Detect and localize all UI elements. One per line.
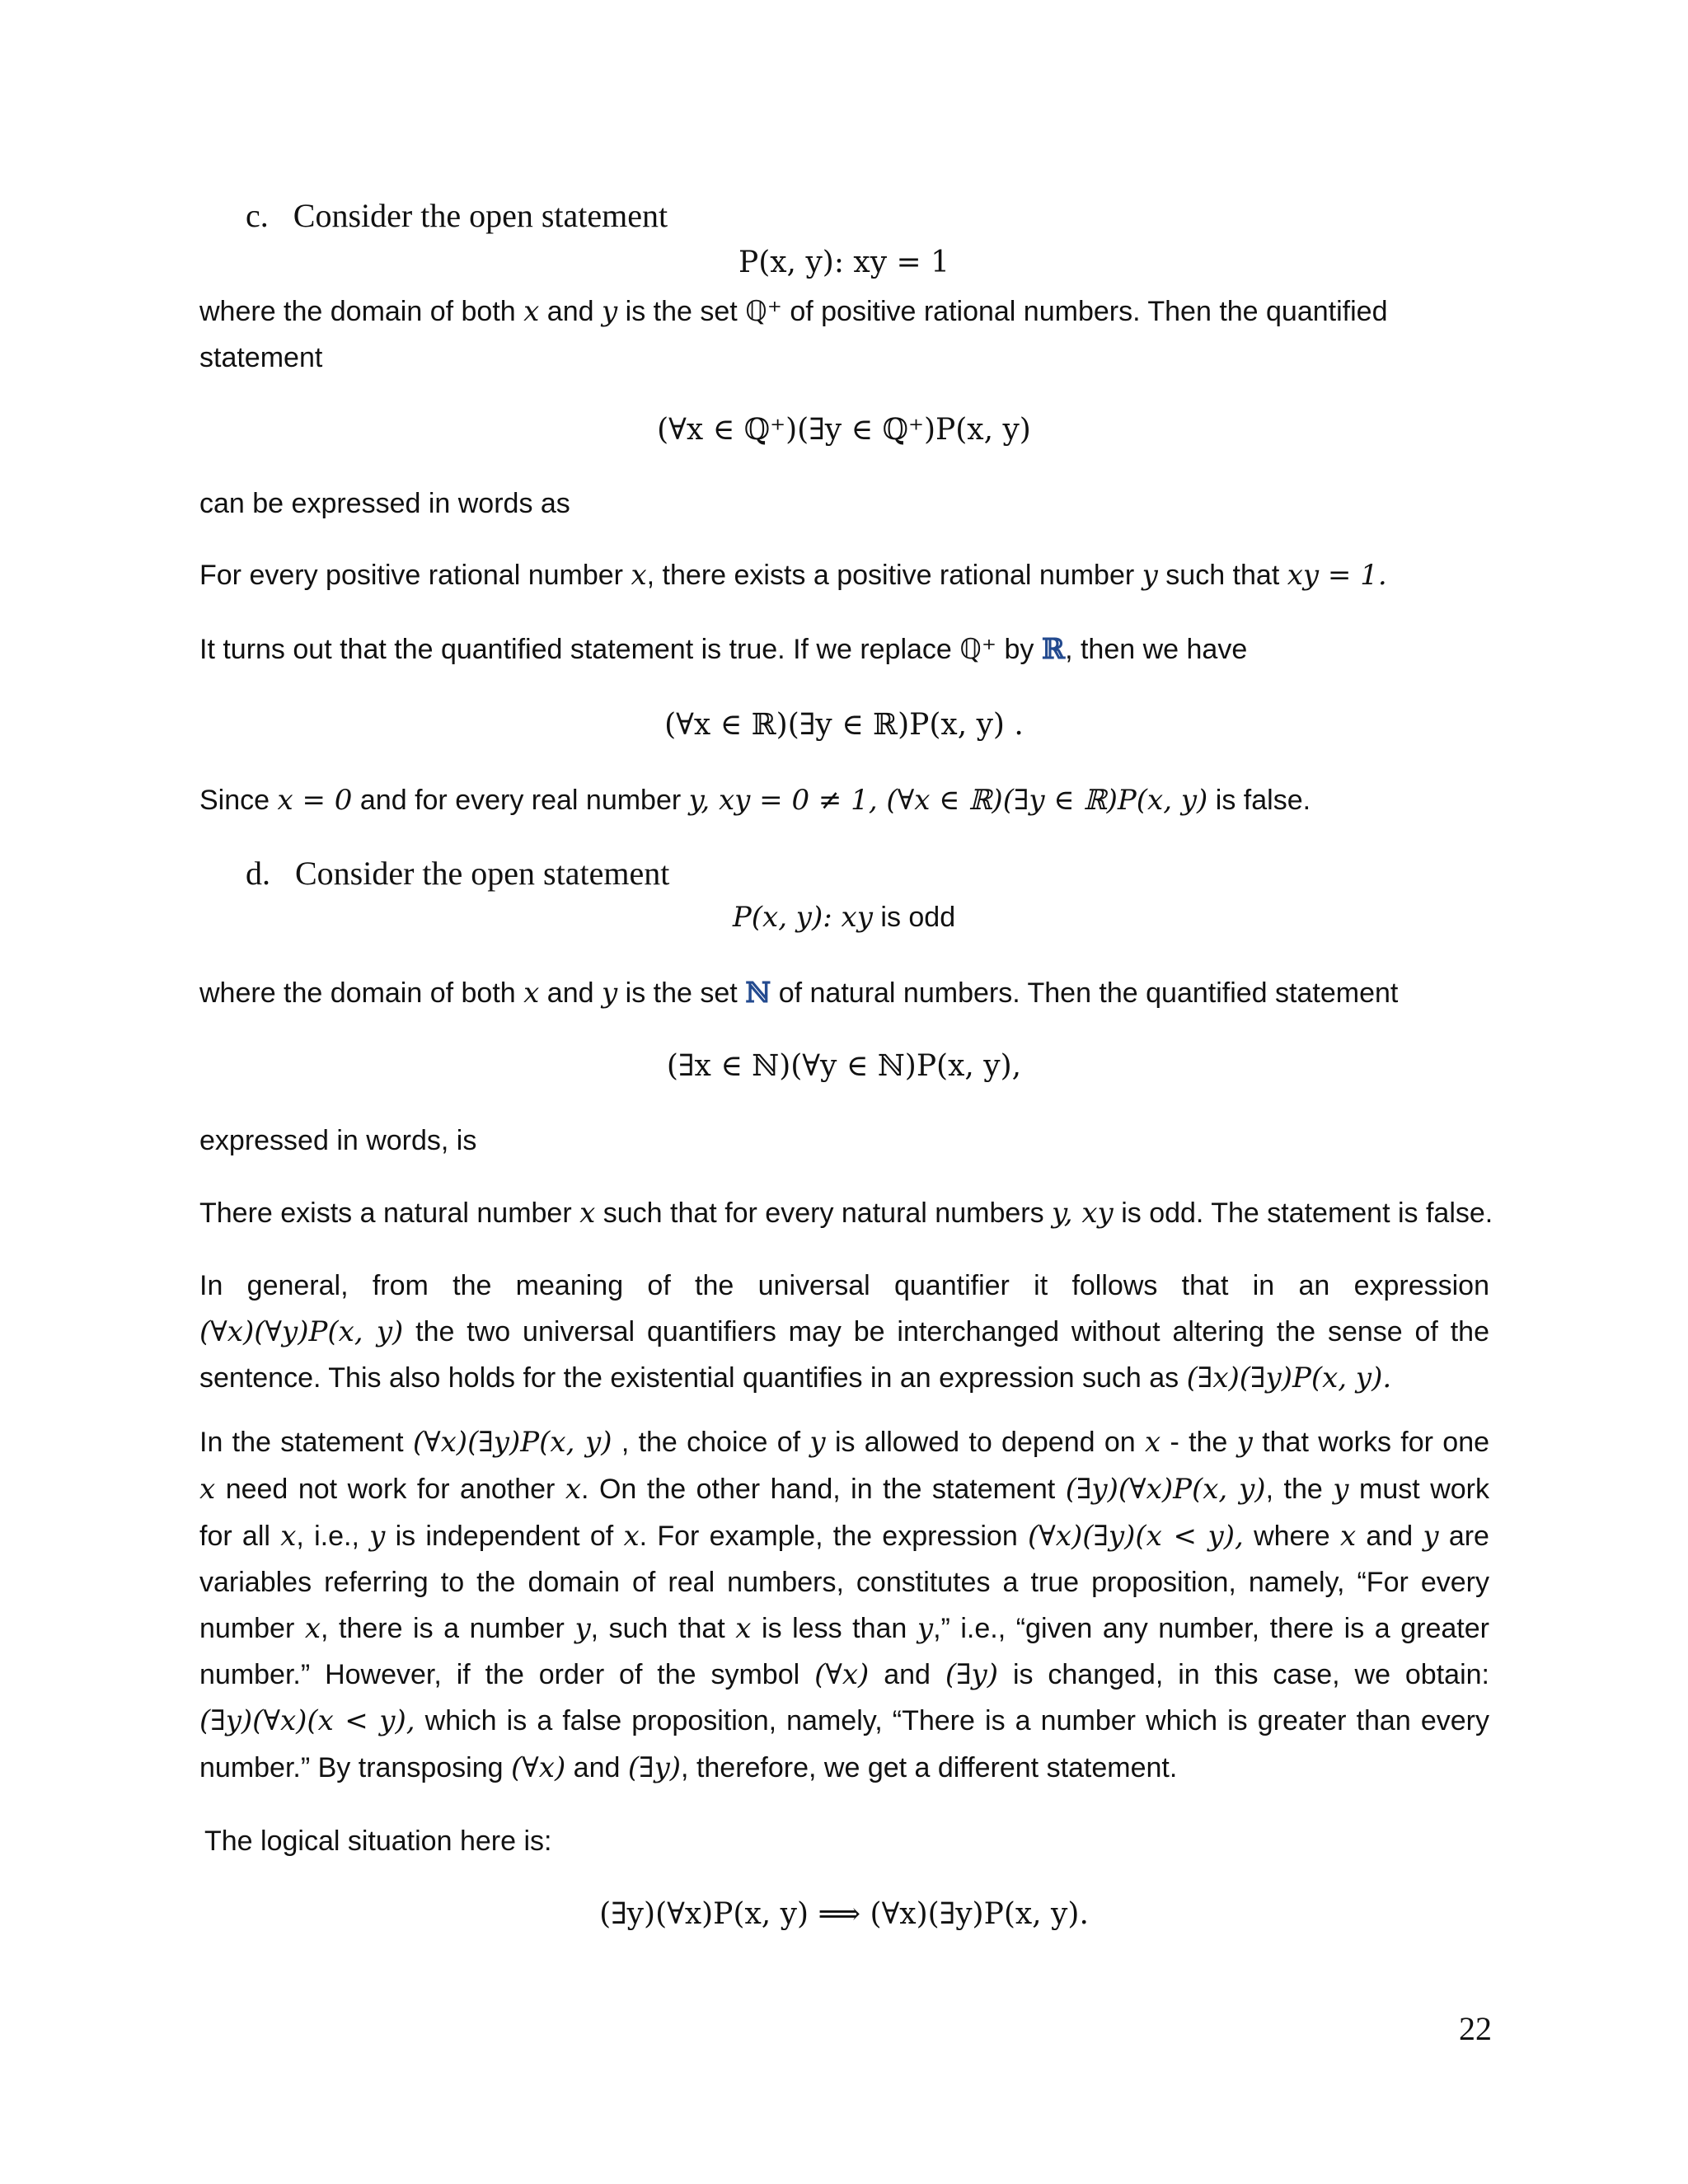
item-c-heading-text: Consider the open statement <box>293 197 668 234</box>
logical-formula: (∃y)(∀x)P(x, y) ⟹ (∀x)(∃y)P(x, y). <box>599 1897 1089 1931</box>
item-c-words-intro: can be expressed in words as <box>199 488 570 519</box>
item-c-quantified: (∀x ∈ ℚ⁺)(∃y ∈ ℚ⁺)P(x, y) <box>657 413 1031 447</box>
general-line-2: (∀x)(∀y)P(x, y) the two universal quantifiers may be interchanged without altering the sense of the <box>199 1315 1489 1348</box>
statement-line-4: variables referring to the domain of real numbers, constitutes a true proposition, namely, “For every <box>199 1567 1489 1598</box>
statement-line-8: number.” By transposing (∀x) and (∃y), therefore, we get a different statement. <box>199 1751 1178 1784</box>
statement-line-6: number.” However, if the order of the symbol (∀x) and (∃y) is changed, in this case, we obtain: <box>199 1658 1489 1691</box>
item-d-domain: where the domain of both x and y is the set ℕ of natural numbers. Then the quantified statement <box>199 977 1399 1010</box>
item-d-label: d. <box>246 855 270 892</box>
natural-numbers-symbol: ℕ <box>745 977 771 1010</box>
item-c-statement-word: statement <box>199 342 323 373</box>
statement-line-2: x need not work for another x. On the other hand, in the statement (∃y)(∀x)P(x, y), the y must work <box>199 1473 1489 1506</box>
item-d-quantified: (∃x ∈ ℕ)(∀y ∈ ℕ)P(x, y), <box>666 1049 1022 1083</box>
item-c-real-formula: (∀x ∈ ℝ)(∃y ∈ ℝ)P(x, y) . <box>664 708 1024 742</box>
item-d-words-intro: expressed in words, is <box>199 1125 477 1156</box>
real-numbers-symbol: ℝ <box>1041 633 1066 666</box>
statement-line-7: (∃y)(∀x)(x < y), which is a false proposition, namely, “There is a number which is greater than every <box>199 1704 1489 1737</box>
general-line-1: In general, from the meaning of the universal quantifier it follows that in an expression <box>199 1270 1489 1301</box>
item-c-words: For every positive rational number x, there exists a positive rational number y such that xy = 1. <box>199 559 1387 592</box>
item-d-heading-text: Consider the open statement <box>295 855 670 892</box>
statement-line-3: for all x, i.e., y is independent of x. For example, the expression (∀x)(∃y)(x < y), where x and y are <box>199 1520 1489 1553</box>
item-c-formula: P(x, y): xy = 1 <box>738 246 950 279</box>
item-d-words: There exists a natural number x such that for every natural numbers y, xy is odd. The statement is false. <box>199 1197 1493 1230</box>
statement-line-5: number x, there is a number y, such that x is less than y,” i.e., “given any number, there is a greater <box>199 1612 1489 1645</box>
item-c-since: Since x = 0 and for every real number y, xy = 0 ≠ 1, (∀x ∈ ℝ)(∃y ∈ ℝ)P(x, y) is false. <box>199 784 1311 817</box>
item-c-domain-line: where the domain of both x and y is the set ℚ⁺ of positive rational numbers. Then the quantified <box>199 295 1388 328</box>
item-c-replace: It turns out that the quantified statement is true. If we replace ℚ⁺ by ℝ, then we have <box>199 633 1248 666</box>
logical-intro: The logical situation here is: <box>204 1825 552 1857</box>
page-number: 22 <box>1459 2010 1492 2047</box>
item-d-heading <box>246 855 669 892</box>
statement-line-1: In the statement (∀x)(∃y)P(x, y) , the choice of y is allowed to depend on x - the y that works for one <box>199 1426 1490 1459</box>
item-d-formula: P(x, y): xy is odd <box>732 901 956 934</box>
general-line-3: sentence. This also holds for the existential quantifies in an expression such as (∃x)(∃y)P(x, y). <box>199 1361 1392 1394</box>
item-c-label: c. <box>246 197 269 234</box>
item-c-heading <box>246 198 668 234</box>
